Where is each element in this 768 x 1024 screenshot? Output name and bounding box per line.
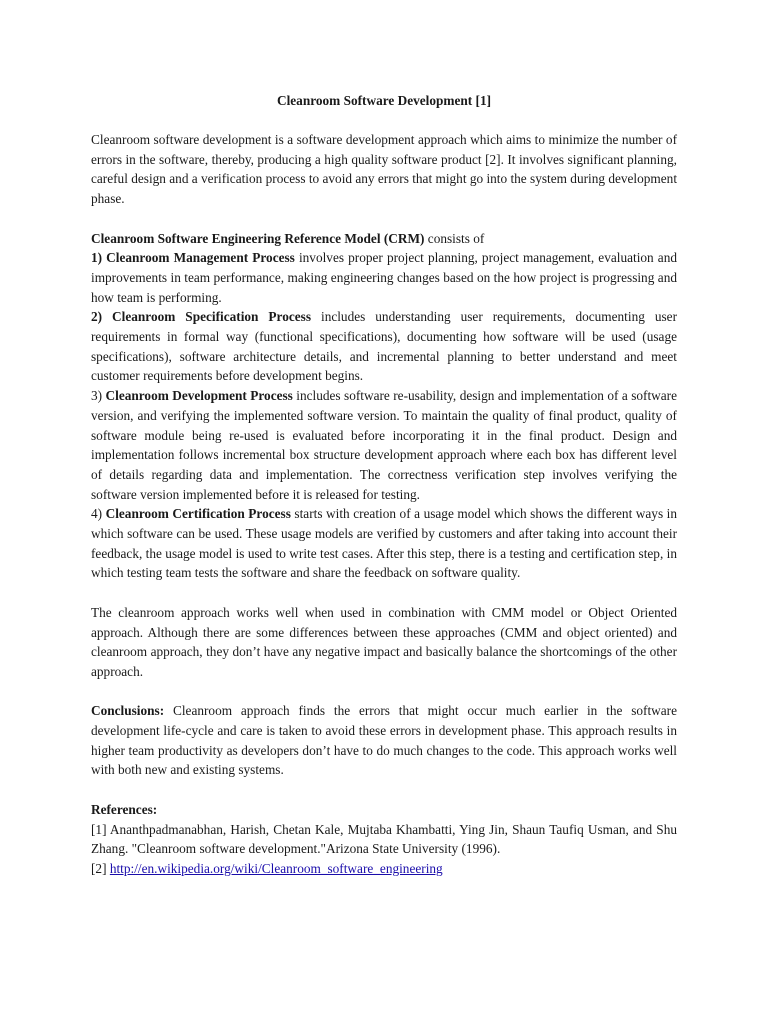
crm-item-certification — [91, 504, 677, 583]
crm-item-title: 2) Cleanroom Specification Process — [91, 309, 312, 325]
crm-item-specification — [91, 307, 677, 386]
conclusions-text: Cleanroom approach finds the errors that might occur much earlier in the software development life-cycle and care is taken to avoid these errors in development phase. This approach results in higher team productivity as developers don’t have to do much changes to the code. This approach works well with both new and existing systems. — [91, 703, 677, 778]
conclusions-label: Conclusions: — [91, 703, 165, 719]
combination-paragraph: The cleanroom approach works well when used in combination with CMM model or Object Oriented approach. Although there are some differences between these approaches (CMM and object oriented) and cleanroom approach, they don’t have any negative impact and basically balance the shortcomings of the other approach. — [91, 604, 677, 679]
intro-paragraph: Cleanroom software development is a software development approach which aims to minimize the number of errors in the software, thereby, producing a high quality software product [2]. It involves significant planning, careful design and a verification process to avoid any errors that might go into the system during development phase. — [91, 132, 678, 207]
document-title: Cleanroom Software Development [1] — [276, 93, 492, 108]
spacer — [91, 682, 677, 702]
crm-heading — [91, 229, 677, 249]
crm-heading-bold: Cleanroom Software Engineering Reference Model (CRM) — [91, 230, 425, 246]
spacer — [91, 209, 677, 229]
crm-item-title: 1) Cleanroom Management Process — [91, 250, 295, 266]
conclusions-paragraph — [91, 701, 677, 780]
crm-item-management — [91, 248, 677, 307]
crm-item-title: Cleanroom Certification Process — [105, 506, 291, 522]
crm-item-prefix: 4) — [91, 506, 106, 522]
spacer — [91, 583, 677, 603]
references-label: References: — [91, 801, 158, 817]
reference-1: [1] Ananthpadmanabhan, Harish, Chetan Kale, Mujtaba Khambatti, Ying Jin, Shaun Taufiq Usman, and Shu Zhang. "Cleanroom software development."Arizona State University (1996). — [91, 821, 677, 857]
crm-item-development — [91, 386, 677, 504]
reference-2 — [91, 859, 677, 879]
reference-2-prefix: [2] — [91, 860, 110, 876]
crm-item-text: includes software re-usability, design and implementation of a software version, and verifying the implemented software version. To maintain the quality of final product, quality of software module being re-used is evaluated before incorporating it in the final product. Design and implementation follows incremental box structure development approach where each box has different level of details regarding data and implementation. The correctness verification step involves verifying the software version implemented before it is released for testing. — [91, 388, 677, 502]
crm-item-text: involves proper project planning, project management, evaluation and improvements in team performance, making engineering changes based on the how project is progressing and how team is performing. — [91, 250, 677, 305]
crm-item-title: Cleanroom Development Process — [105, 388, 293, 404]
crm-item-text: includes understanding user requirements, documenting user requirements in formal way (functional specifications), documenting how software will be used (usage specifications), software architecture details, and incremental planning to better understand and meet customer requirements before development begins. — [91, 309, 678, 384]
spacer — [91, 780, 677, 800]
crm-item-text: starts with creation of a usage model which shows the different ways in which software can be used. These usage models are verified by customers and after taking into account their feedback, the usage model is used to write test cases. After this step, there is a testing and certification step, in which testing team tests the software and share the feedback on software quality. — [91, 506, 677, 581]
reference-2-link[interactable]: http://en.wikipedia.org/wiki/Cleanroom_software_engineering — [109, 860, 443, 876]
crm-heading-rest: consists of — [424, 230, 485, 246]
crm-item-prefix: 3) — [91, 388, 106, 404]
references-heading — [91, 800, 677, 820]
